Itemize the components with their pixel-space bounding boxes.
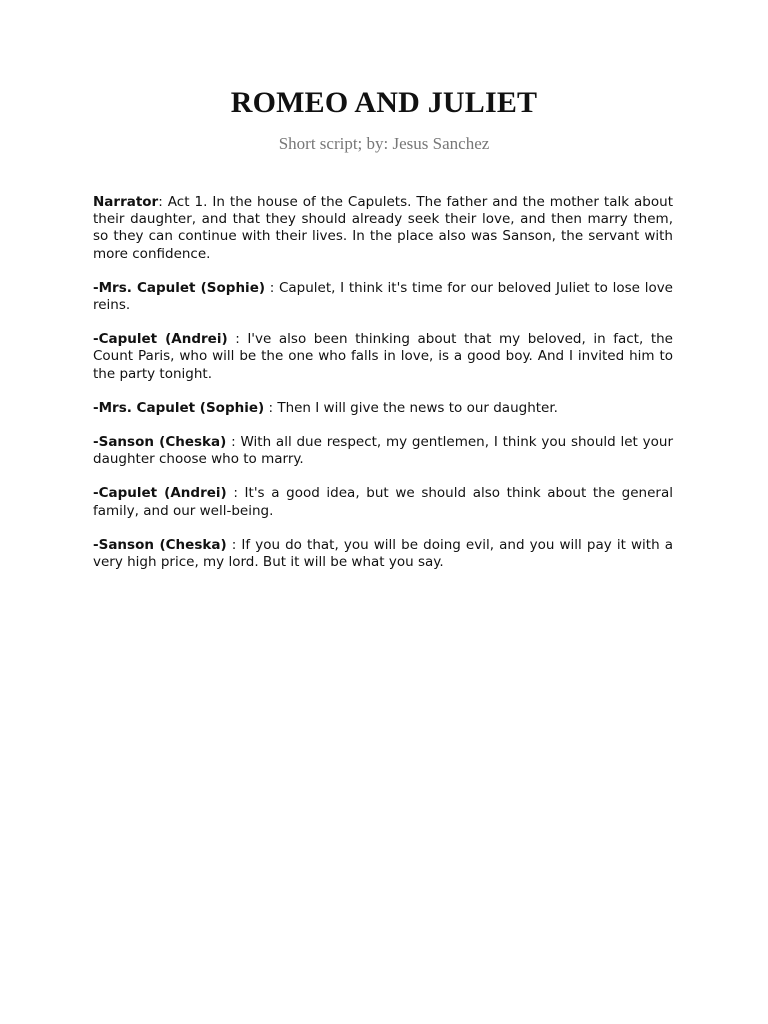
document-subtitle: Short script; by: Jesus Sanchez — [278, 134, 490, 153]
script-body — [93, 194, 673, 588]
speaker-separator: : — [226, 536, 242, 553]
line-text: Act 1. In the house of the Capulets. The father and the mother talk about their daughter, and that they should already seek their love, and then marry them, so they can continue with their lives. In the place also was Sanson, the servant with more confidence. — [93, 194, 673, 262]
line-text: Then I will give the news to our daughter. — [277, 399, 558, 416]
line-text: Capulet, I think it's time for our beloved Juliet to lose love reins. — [93, 279, 673, 314]
speaker-separator: : — [226, 434, 241, 451]
line-text: It's a good idea, but we should also think about the general family, and our well-being. — [93, 485, 673, 519]
line-text: I've also been thinking about that my beloved, in fact, the Count Paris, who will be the one who falls in love, is a good boy. And I invited him to the party tonight. — [93, 331, 673, 382]
script-line — [93, 485, 673, 519]
speaker-separator: : — [264, 399, 278, 416]
speaker-name: -Sanson (Cheska) — [93, 434, 227, 451]
speaker-separator: : — [226, 485, 245, 502]
document-title: ROMEO AND JULIET — [230, 86, 538, 119]
script-line — [93, 434, 673, 468]
script-line — [93, 400, 673, 417]
speaker-name: -Capulet (Andrei) — [93, 485, 227, 502]
script-line — [93, 537, 673, 571]
speaker-name: -Sanson (Cheska) — [93, 536, 227, 553]
script-line — [93, 331, 673, 383]
script-line — [93, 280, 673, 314]
speaker-separator: : — [265, 279, 279, 296]
speaker-name: -Mrs. Capulet (Sophie) — [93, 279, 266, 296]
script-line — [93, 194, 673, 263]
speaker-name: -Capulet (Andrei) — [93, 331, 228, 348]
speaker-name: Narrator — [93, 194, 159, 210]
speaker-separator: : — [227, 331, 248, 348]
speaker-separator: : — [158, 194, 168, 210]
line-text: If you do that, you will be doing evil, and you will pay it with a very high price, my lord. But it will be what you say. — [93, 536, 673, 571]
speaker-name: -Mrs. Capulet (Sophie) — [93, 399, 265, 416]
line-text: With all due respect, my gentlemen, I think you should let your daughter choose who to marry. — [93, 434, 673, 468]
